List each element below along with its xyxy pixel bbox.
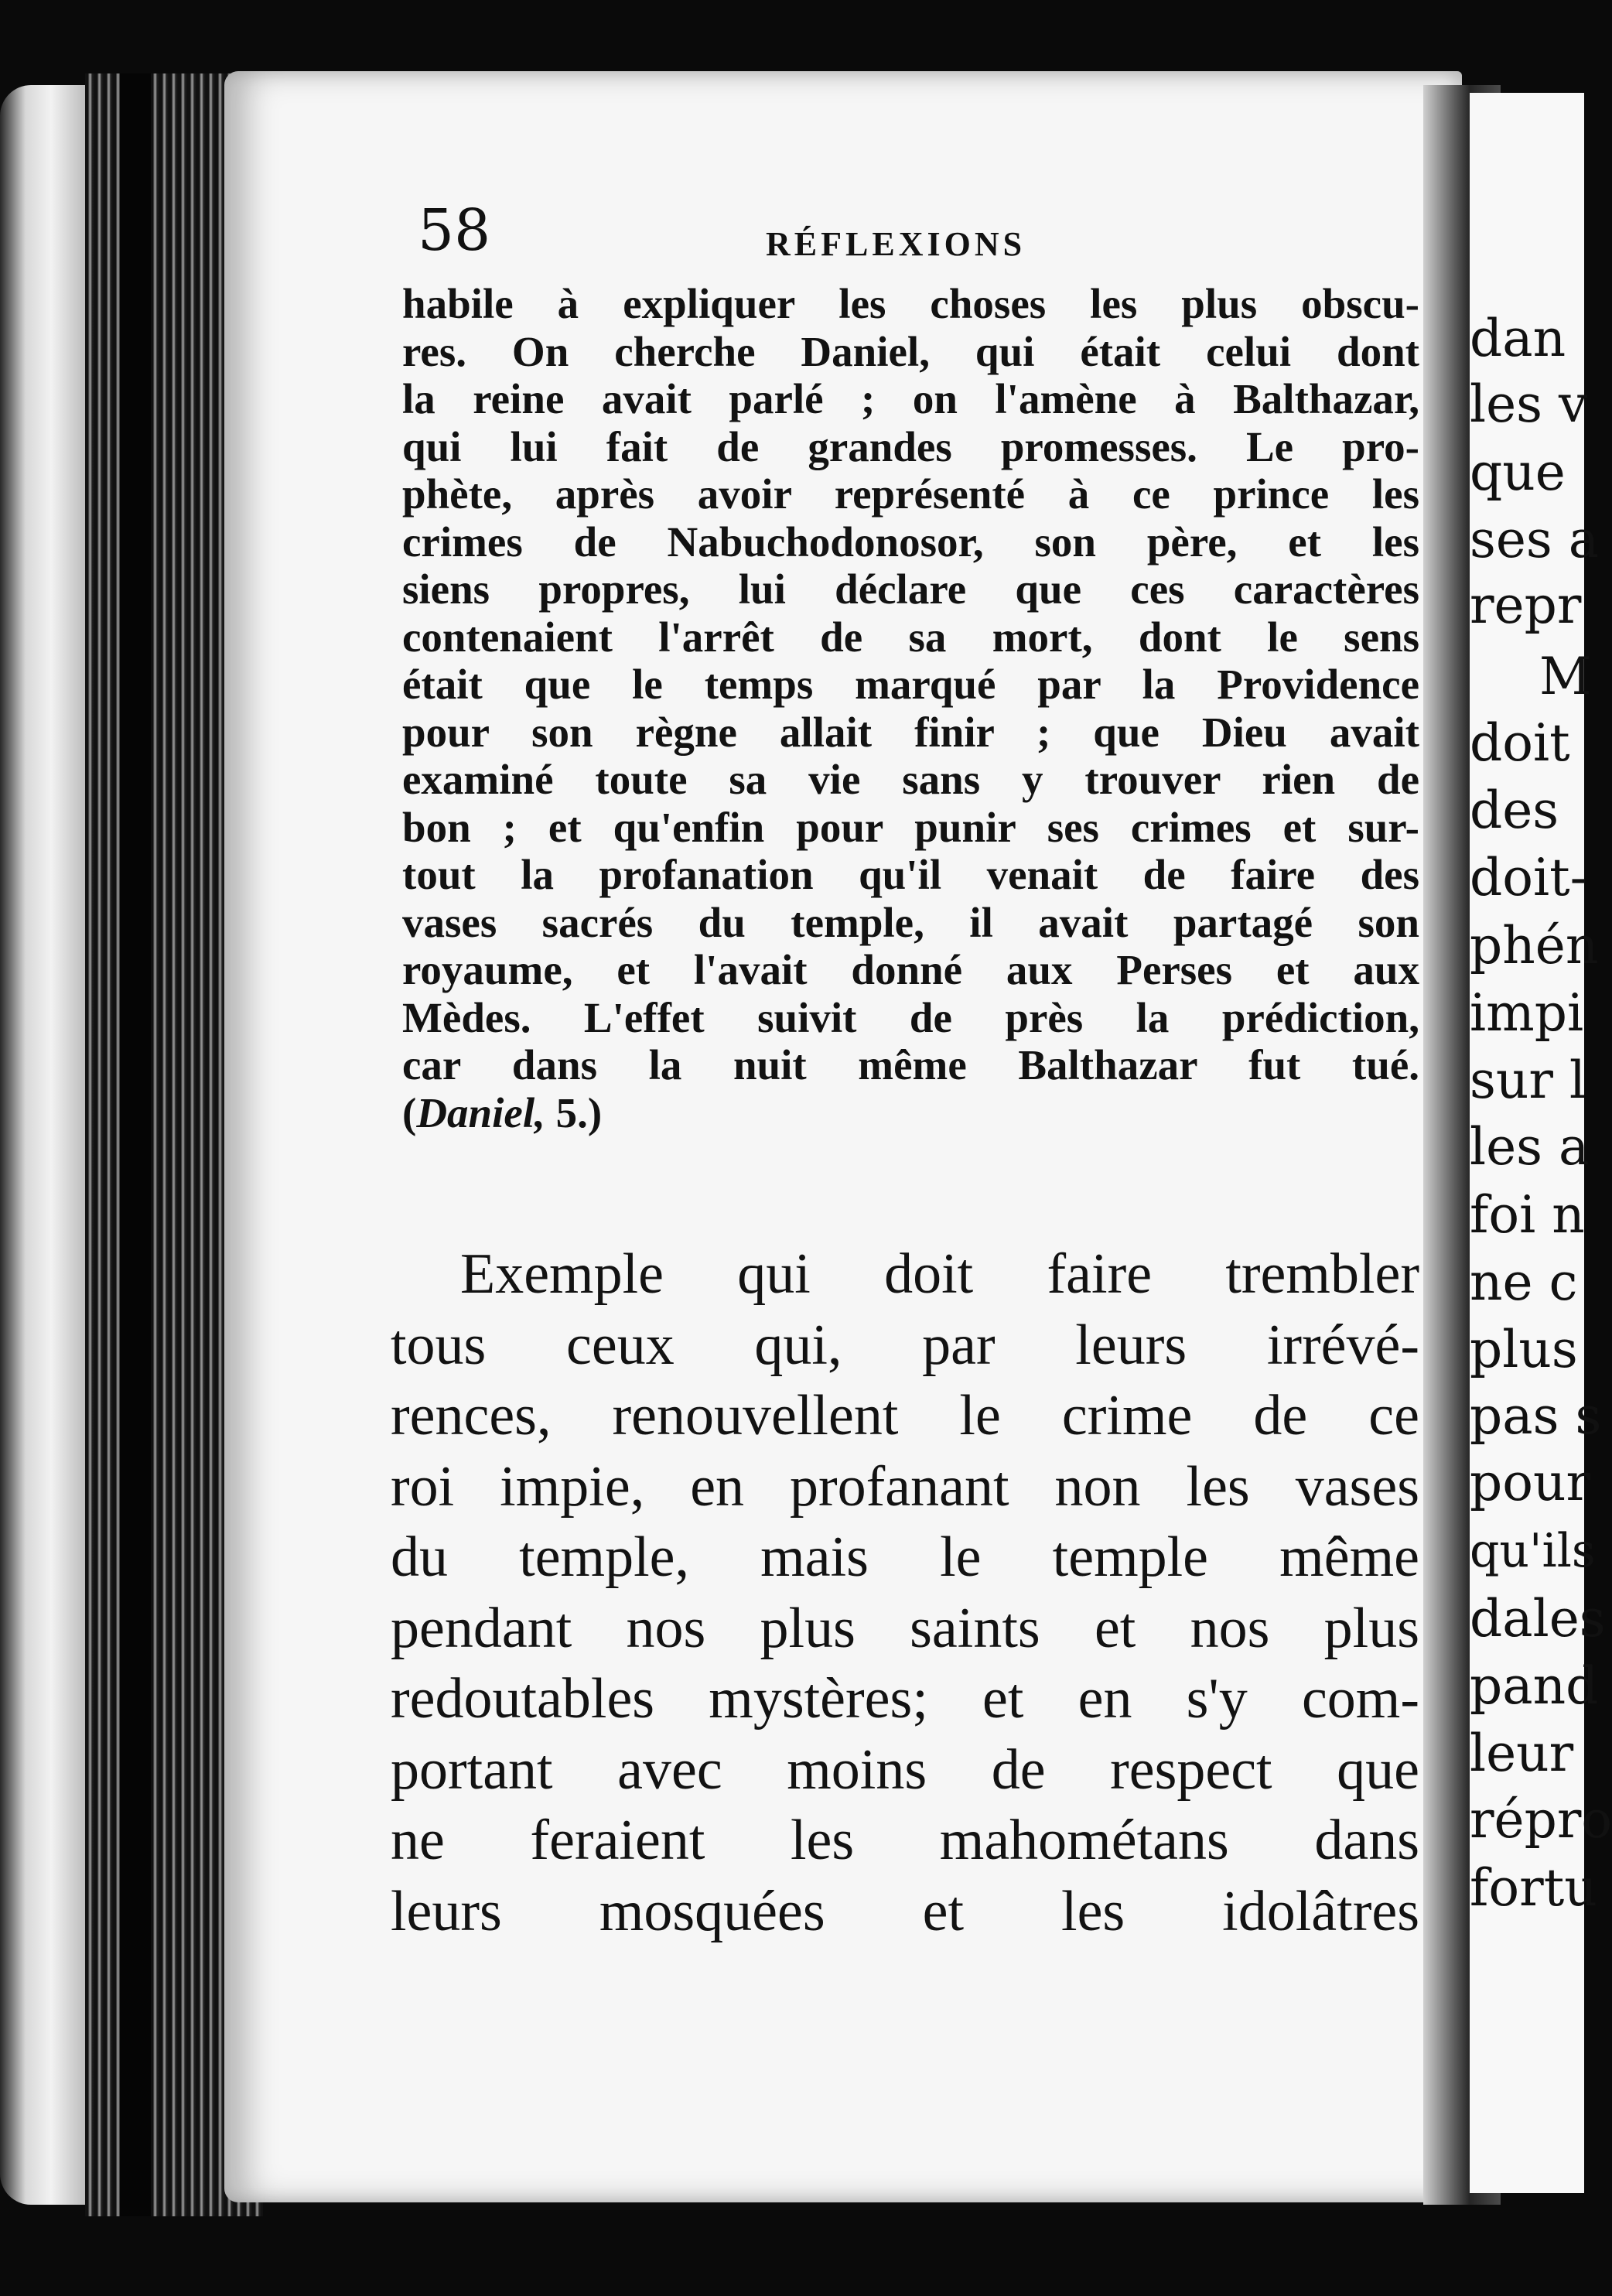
text-line: du temple, mais le temple même	[391, 1526, 1419, 1589]
text-line: royaume, et l'avait donné aux Perses et aux	[402, 946, 1419, 993]
facing-fragment: M	[1539, 647, 1592, 706]
facing-fragment: pour	[1470, 1453, 1591, 1512]
facing-fragment: plus	[1470, 1320, 1578, 1379]
text-line: portant avec moins de respect que	[391, 1737, 1419, 1802]
facing-page	[1470, 93, 1612, 2193]
facing-fragment: dan	[1470, 309, 1566, 368]
text-line: tout la profanation qu'il venait de faire des	[402, 851, 1419, 898]
citation-line	[402, 1089, 1419, 1137]
page-stack-shadow	[120, 73, 151, 2216]
paragraph-small-print	[402, 280, 1419, 1136]
text-line: redoutables mystères; et en s'y com-	[391, 1667, 1419, 1731]
text-line: bon ; et qu'enfin pour punir ses crimes et sur-	[402, 803, 1419, 851]
facing-fragment: ne c	[1470, 1252, 1578, 1312]
facing-fragment: les v	[1470, 374, 1588, 434]
facing-fragment: dales	[1470, 1589, 1606, 1649]
facing-fragment: repr	[1470, 576, 1582, 635]
facing-fragment: fortu	[1470, 1858, 1597, 1918]
text-line: leurs mosquées et les idolâtres	[391, 1879, 1419, 1943]
text-line: rences, renouvellent le crime de ce	[391, 1384, 1419, 1447]
text-line: contenaient l'arrêt de sa mort, dont le sens	[402, 613, 1419, 661]
facing-fragment: répro	[1470, 1790, 1612, 1850]
running-title: RÉFLEXIONS	[766, 225, 1026, 263]
paragraph-large-print	[391, 1239, 1419, 1947]
text-line: qui lui fait de grandes promesses. Le pro-	[402, 422, 1419, 470]
text-line: pour son règne allait finir ; que Dieu avait	[402, 708, 1419, 756]
citation-open: (	[402, 1088, 417, 1136]
page-number: 58	[418, 197, 491, 264]
facing-fragment: pas s	[1470, 1386, 1602, 1446]
facing-fragment: pand	[1470, 1656, 1599, 1716]
facing-fragment: ses a	[1470, 510, 1600, 569]
text-line: tous ceux qui, par leurs irrévé-	[391, 1313, 1419, 1377]
text-line: Exemple qui doit faire trembler	[460, 1242, 1419, 1306]
facing-fragment: phén	[1470, 916, 1599, 975]
citation-chapter: 5.	[555, 1088, 588, 1136]
text-line: habile à expliquer les choses les plus obscu-	[402, 280, 1419, 327]
facing-fragment: qu'ils	[1470, 1524, 1596, 1578]
text-line: la reine avait parlé ; on l'amène à Balthazar,	[402, 375, 1419, 422]
citation-source: Daniel,	[416, 1088, 545, 1136]
text-line: ne feraient les mahométans dans	[391, 1809, 1419, 1872]
facing-fragment: impi	[1470, 983, 1584, 1043]
facing-fragment: doit-	[1470, 848, 1587, 907]
text-line: siens propres, lui déclare que ces caractères	[402, 565, 1419, 613]
facing-fragment: que	[1470, 442, 1566, 502]
text-line: examiné toute sa vie sans y trouver rien de	[402, 756, 1419, 803]
text-line: vases sacrés du temple, il avait partagé son	[402, 898, 1419, 946]
text-line: était que le temps marqué par la Providence	[402, 661, 1419, 708]
facing-fragment: leur	[1470, 1724, 1574, 1783]
facing-fragment: sur l	[1470, 1051, 1586, 1110]
text-line: car dans la nuit même Balthazar fut tué.	[402, 1041, 1419, 1088]
facing-fragment: des	[1470, 781, 1559, 840]
facing-fragment: foi n	[1470, 1185, 1585, 1245]
text-line: roi impie, en profanant non les vases	[391, 1454, 1419, 1519]
facing-fragment: doit	[1470, 713, 1570, 773]
facing-fragment: les a	[1470, 1117, 1590, 1177]
text-line: crimes de Nabuchodonosor, son père, et les	[402, 518, 1419, 565]
text-line: Mèdes. L'effet suivit de près la prédiction,	[402, 993, 1419, 1041]
text-line: res. On cherche Daniel, qui était celui dont	[402, 327, 1419, 375]
left-book-edge	[0, 85, 85, 2205]
text-line: pendant nos plus saints et nos plus	[391, 1596, 1419, 1660]
text-line: phète, après avoir représenté à ce prince les	[402, 470, 1419, 518]
citation-close: )	[587, 1088, 603, 1136]
